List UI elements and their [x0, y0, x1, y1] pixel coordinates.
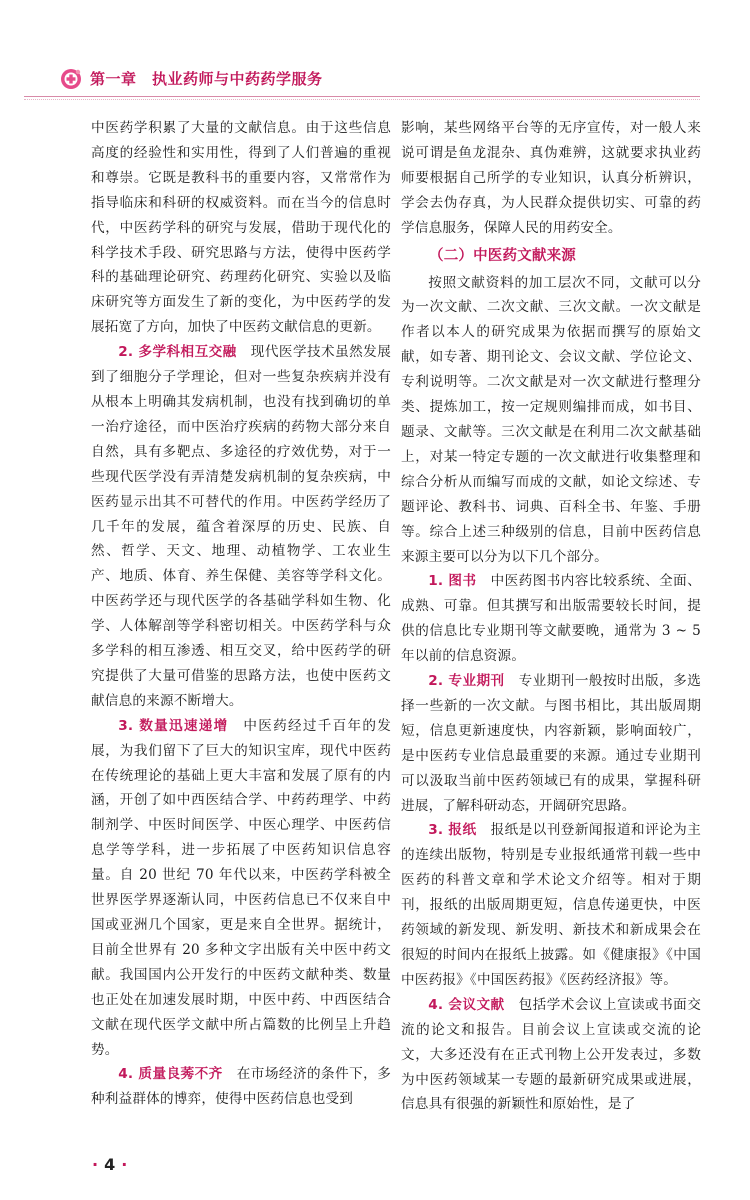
running-header: [60, 66, 700, 96]
paragraph: [91, 340, 391, 714]
paragraph: [401, 569, 701, 669]
item-heading: 4. 质量良莠不齐: [118, 1066, 223, 1083]
right-column: [401, 116, 701, 1117]
paragraph: [401, 993, 701, 1118]
item-heading: 1. 图书: [428, 573, 477, 590]
item-heading: 2. 多学科相互交融: [118, 344, 237, 361]
paragraph: [401, 818, 701, 992]
item-text: 包括学术会议上宣读或书面交流的论文和报告。目前会议上宣读或交流的论文，大多还没有在正式刊物上公开发表过，多数为中医药领域某一专题的最新研究成果或进展，信息具有很强的新颖性和原始性，是了: [401, 996, 701, 1113]
paragraph: 按照文献资料的加工层次不同，文献可以分为一次文献、二次文献、三次文献。一次文献是作者以本人的研究成果为依据而撰写的原始文献，如专著、期刊论文、会议文献、学位论文、专利说明等。二次文献是对一次文献进行整理分类、提炼加工，按一定规则编排而成，如书目、题录、文献等。三次文献是在利用二次文献基础上，对某一特定专题的一次文献进行收集整理和综合分析从而编写而成的文献，如论文综述、专题评论、教科书、词典、百科全书、年鉴、手册等。综合上述三种级别的信息，目前中医药信息来源主要可以分为以下几个部分。: [401, 274, 701, 565]
left-column: [91, 116, 391, 1112]
item-heading: 3. 报纸: [428, 822, 477, 839]
paragraph: [401, 669, 701, 818]
pharmacy-logo-icon: [60, 68, 82, 90]
page-number: · 4 ·: [92, 1155, 128, 1174]
item-heading: 3. 数量迅速递增: [118, 717, 229, 734]
item-heading: 4. 会议文献: [428, 996, 505, 1013]
paragraph: 影响，某些网络平台等的无序宣传，对一般人来说可谓是鱼龙混杂、真伪难辨，这就要求执业药师要根据自己所学的专业知识，认真分析辨识，学会去伪存真，为人民群众提供切实、可靠的药学信息服务，保障人民的用药安全。: [401, 120, 701, 236]
chapter-title: 第一章 执业药师与中药药学服务: [90, 70, 323, 88]
header-rule-dotted: [24, 99, 700, 100]
item-text: 专业期刊一般按时出版，多选择一些新的一次文献。与图书相比，其出版周期短，信息更新速度快，内容新颖，影响面较广，是中医药专业信息最重要的来源。通过专业期刊可以汲取当前中医药领域已有的成果，掌握科研进展，了解科研动态，开阔研究思路。: [401, 673, 701, 814]
paragraph: [91, 714, 391, 1063]
item-text: 在市场经济的条件下，多种利益群体的博弈，使得中医药信息也受到: [91, 1066, 392, 1108]
item-text: 报纸是以刊登新闻报道和评论为主的连续出版物，特别是专业报纸通常刊载一些中医药的科普文章和学术论文介绍等。相对于期刊，报纸的出版周期更短，信息传递更快，中医药领域的新发现、新发明、新技术和新成果会在很短的时间内在报纸上披露。如《健康报》《中国中医药报》《中国医药报》《医药经济报》等。: [401, 822, 702, 988]
page-number-value: 4: [104, 1155, 116, 1174]
header-rule: [24, 96, 700, 97]
item-text: 中医药图书内容比较系统、全面、成熟、可靠。但其撰写和出版需要较长时间，提供的信息比专业期刊等文献要晚，通常为 3 ~ 5 年以前的信息资源。: [401, 573, 702, 665]
item-text: 中医药经过千百年的发展，为我们留下了巨大的知识宝库，现代中医药在传统理论的基础上更大丰富和发展了原有的内涵，开创了如中西医结合学、中药药理学、中药制剂学、中医时间医学、中医心理学、中医药信息学等学科，进一步拓展了中医药知识信息容量。自 20 世纪 70 年代以来，中医药学科被全世界医学界逐渐认同，中医药信息已不仅来自中国或亚洲几个国家，更是来自全世界。据统计，目前全世界有 20 多种文字出版有关中医中药文献。我国国内公开发行的中医药文献种类、数量也正处在加速发展时期，中医中药、中西医结合文献在现代医学文献中所占篇数的比例呈上升趋势。: [91, 717, 392, 1058]
paragraph: 中医药学积累了大量的文献信息。由于这些信息高度的经验性和实用性，得到了人们普遍的重视和尊崇。它既是教科书的重要内容，又常常作为指导临床和科研的权威资料。而在当今的信息时代，中医药学科的研究与发展，借助于现代化的科学技术手段、研究思路与方法，使得中医药学科的基础理论研究、药理药化研究、实验以及临床研究等方面发生了新的变化，为中医药学的发展拓宽了方向，加快了中医药文献信息的更新。: [91, 120, 391, 336]
paragraph: [91, 1062, 391, 1112]
section-heading: （二）中医药文献来源: [429, 247, 576, 264]
item-text: 现代医学技术虽然发展到了细胞分子学理论，但对一些复杂疾病并没有从根本上明确其发病机制，也没有找到确切的单一治疗途径，而中医治疗疾病的药物大部分来自自然，具有多靶点、多途径的疗效优势，对于一些现代医学没有弄清楚发病机制的复杂疾病，中医药显示出其不可替代的作用。中医药学经历了几千年的发展，蕴含着深厚的历史、民族、自然、哲学、天文、地理、动植物学、工农业生产、地质、体育、养生保健、美容等学科文化。中医药学还与现代医学的各基础学科如生物、化学、人体解剖等学科密切相关。中医药学科与众多学科的相互渗透、相互交叉，给中医药学的研究提供了大量可借鉴的思路方法，也使中医药文献信息的来源不断增大。: [91, 344, 392, 709]
item-heading: 2. 专业期刊: [428, 673, 505, 690]
